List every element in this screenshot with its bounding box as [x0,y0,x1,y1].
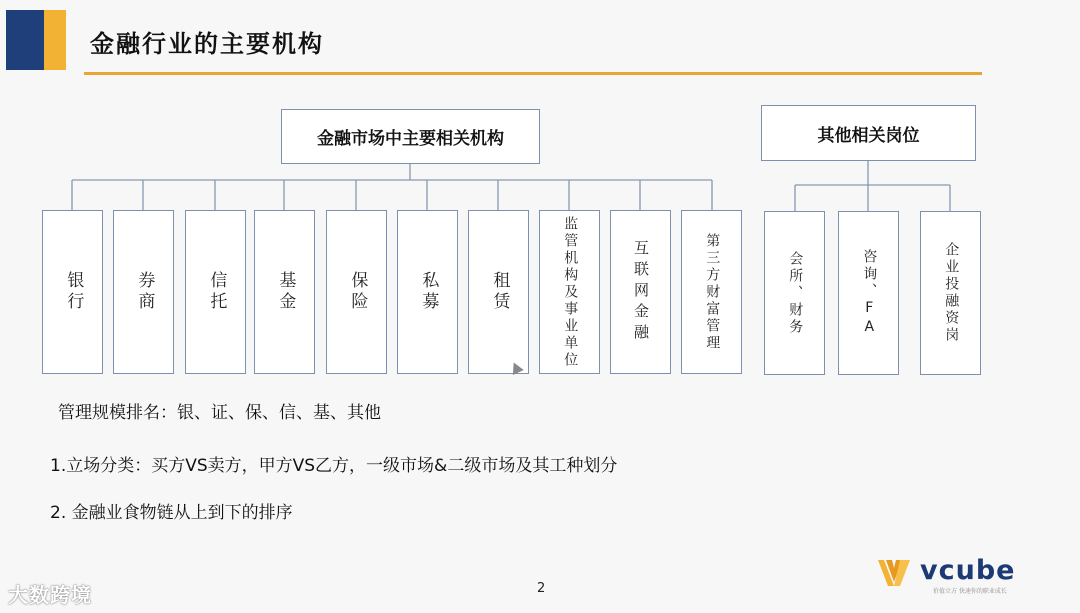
institution-box-leasing [468,210,529,374]
ranking-text: 管理规模排名：银、证、保、信、基、其他 [58,403,381,423]
institution-label: 监管机构及事业单位 [562,215,579,369]
position-label: 企业投融资岗 [943,242,960,344]
position-label: 会所、财务 [787,250,804,336]
vcube-tagline: 价值立方 快速你的职业成长 [933,588,1007,595]
vcube-logo [876,552,1015,588]
institution-label: 信托 [206,271,227,313]
page-number: 2 [537,581,546,596]
slide-title: 金融行业的主要机构 [90,30,324,58]
position-label: 咨询、FA [861,248,878,338]
position-box-accounting [764,211,825,375]
institution-label: 银行 [63,271,84,313]
vcube-logo-text: vcube [920,554,1016,586]
institution-label: 第三方财富管理 [704,232,721,352]
position-box-corporate-finance [920,211,981,375]
institution-box-securities [113,210,174,374]
point-1-text: 1.立场分类：买方VS卖方，甲方VS乙方，一级市场&二级市场及其工种划分 [50,456,618,476]
institution-box-regulators [539,210,600,374]
institution-label: 租赁 [489,271,510,313]
institution-label: 基金 [275,271,296,313]
institution-box-bank [42,210,103,374]
institution-label: 互联网金融 [632,239,650,345]
point-2-text: 2. 金融业食物链从上到下的排序 [50,503,293,523]
vcube-logo-mark-icon [876,552,912,588]
institution-box-trust [185,210,246,374]
institution-box-wealth-management [681,210,742,374]
watermark: 大数跨境 [8,583,92,607]
institution-box-fund [254,210,315,374]
institution-box-internet-finance [610,210,671,374]
institution-label: 保险 [347,271,368,313]
institution-box-private-equity [397,210,458,374]
other-positions-header: 其他相关岗位 [761,105,976,161]
main-institutions-header: 金融市场中主要相关机构 [281,109,540,164]
institution-box-insurance [326,210,387,374]
institution-label: 券商 [134,271,155,313]
institution-label: 私募 [418,271,439,313]
position-box-consulting [838,211,899,375]
